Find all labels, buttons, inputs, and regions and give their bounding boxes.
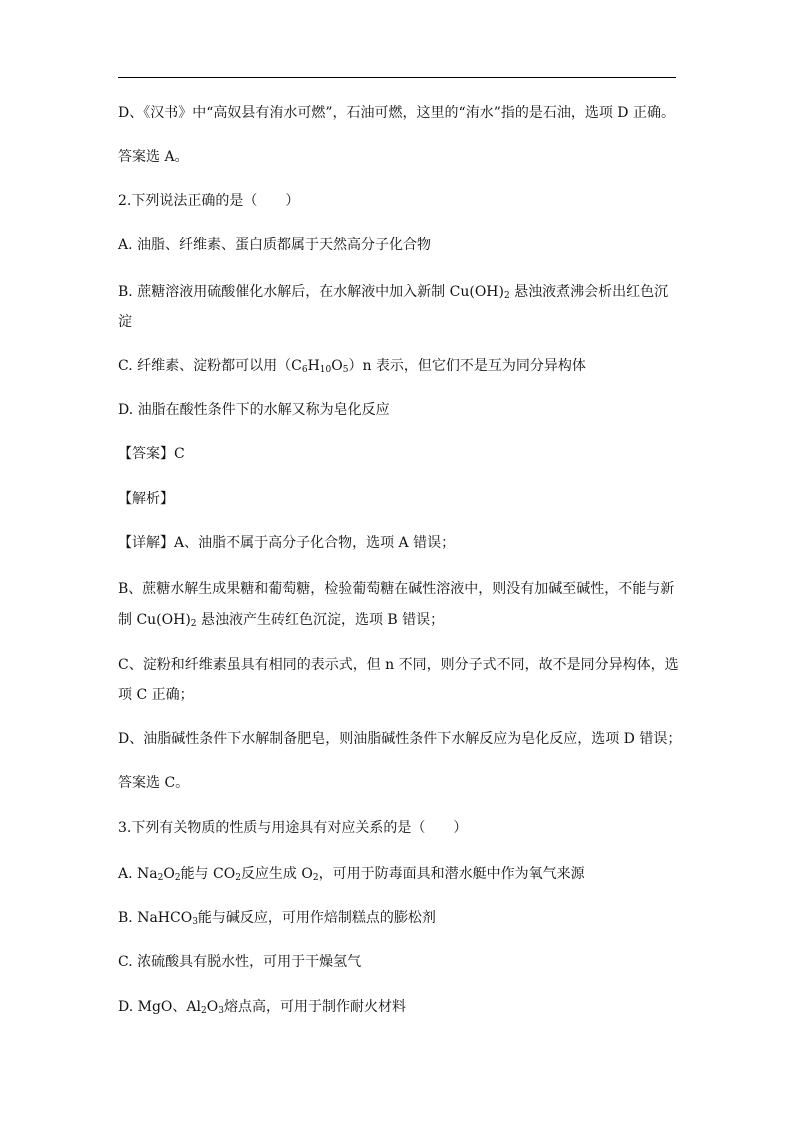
question-3-option-b: B. NaHCO$_3$能与碱反应，可用作焙制糕点的膨松剂 bbox=[118, 910, 436, 927]
detail-c-cont: 项 C 正确； bbox=[118, 687, 194, 703]
detail-d: D、油脂碱性条件下水解制备肥皂，则油脂碱性条件下水解反应为皂化反应，选项 D 错误； bbox=[118, 731, 682, 747]
text-line: 答案选 A。 bbox=[118, 149, 189, 165]
question-3-option-c: C. 浓硫酸具有脱水性，可用于干燥氢气 bbox=[118, 954, 362, 970]
question-3-option-a: A. $Na_2O_2$能与 $CO_2$反应生成 $O_2$，可用于防毒面具和潜水艇中作为氧气来源 bbox=[118, 866, 585, 883]
question-2-stem: 2.下列说法正确的是（ ） bbox=[118, 193, 300, 209]
header-rule bbox=[118, 77, 676, 78]
question-2-option-b: B. 蔗糖溶液用硫酸催化水解后，在水解液中加入新制 $Cu(OH)_2$ 悬浊液煮沸会析出红色沉 bbox=[118, 284, 669, 301]
question-3-stem: 3.下列有关物质的性质与用途具有对应关系的是（ ） bbox=[118, 820, 468, 836]
detail-a: 【详解】A、油脂不属于高分子化合物，选项 A 错误； bbox=[118, 535, 456, 551]
answer-label: 【答案】C bbox=[118, 446, 185, 462]
question-2-option-c: C. 纤维素、淀粉都可以用$(C_6H_{10}O_5)n$ 表示，但它们不是互为同分异构体 bbox=[118, 358, 586, 375]
final-answer: 答案选 C。 bbox=[118, 775, 190, 791]
text-line: D、《汉书》中“高奴县有洧水可燃”，石油可燃，这里的“洧水”指的是石油，选项 D 正确。 bbox=[118, 105, 675, 121]
detail-b-cont: 制 $Cu(OH)_2$ 悬浊液产生砖红色沉淀，选项 B 错误； bbox=[118, 612, 445, 629]
analysis-label: 【解析】 bbox=[118, 491, 174, 507]
question-2-option-b-cont: 淀 bbox=[118, 314, 132, 330]
question-3-option-d: D. MgO、$Al_2O_3$熔点高，可用于制作耐火材料 bbox=[118, 999, 406, 1016]
question-2-option-d: D. 油脂在酸性条件下的水解又称为皂化反应 bbox=[118, 402, 390, 418]
question-2-option-a: A. 油脂、纤维素、蛋白质都属于天然高分子化合物 bbox=[118, 237, 432, 253]
detail-c: C、淀粉和纤维素虽具有相同的表示式，但 n 不同，则分子式不同，故不是同分异构体，选 bbox=[118, 657, 679, 673]
detail-b: B、蔗糖水解生成果糖和葡萄糖，检验葡萄糖在碱性溶液中，则没有加碱至碱性，不能与新 bbox=[118, 581, 675, 597]
